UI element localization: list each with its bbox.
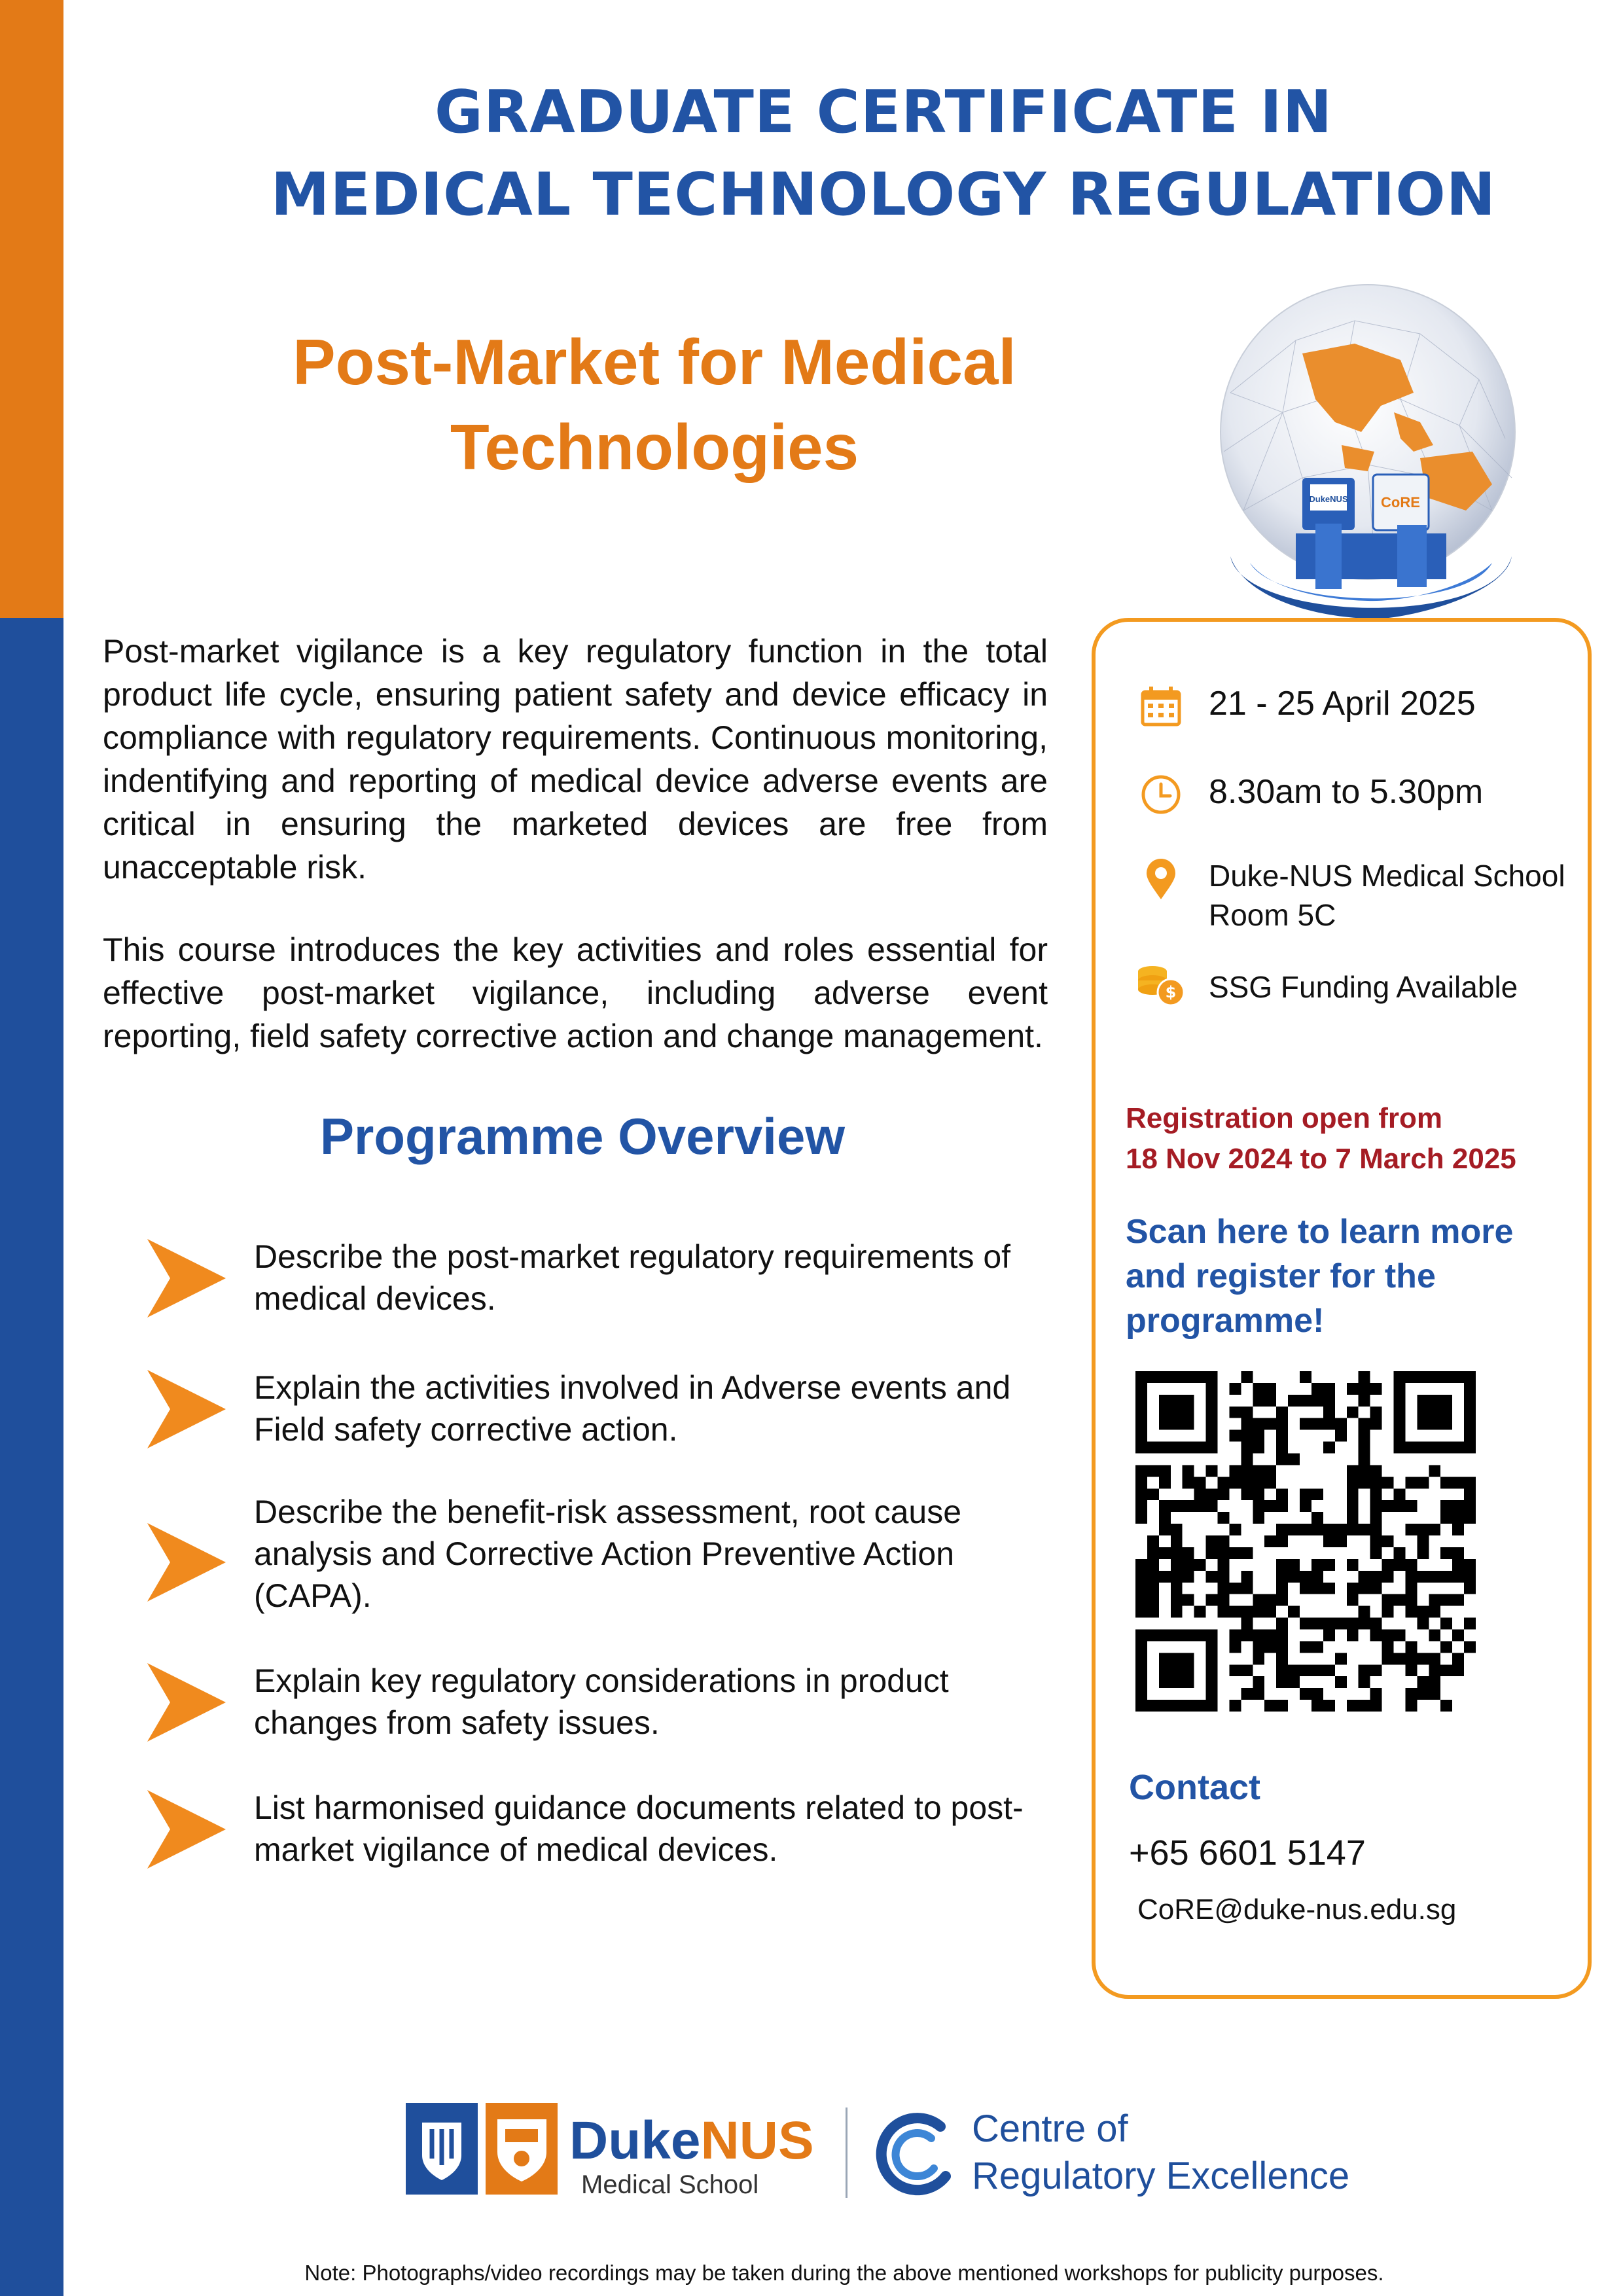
- globe-badge-core: CoRE: [1381, 494, 1420, 511]
- svg-text:$: $: [1165, 983, 1177, 1001]
- dukenus-wordmark-duke: Duke: [569, 2111, 701, 2170]
- registration-line1: Registration open from: [1126, 1102, 1443, 1134]
- left-accent-stripe-orange: [0, 0, 63, 618]
- arrow-right-icon: [144, 1367, 229, 1452]
- clock-icon: [1139, 772, 1183, 817]
- arrow-right-icon: [144, 1236, 229, 1321]
- event-time: 8.30am to 5.30pm: [1209, 773, 1484, 811]
- arrow-right-icon: [144, 1787, 229, 1872]
- overview-item-text: Describe the benefit-risk assessment, root cause analysis and Corrective Action Preventive Action (CAPA).: [254, 1494, 962, 1614]
- coins-icon: [1135, 962, 1188, 1008]
- dukenus-wordmark-nus: NUS: [700, 2111, 814, 2170]
- programme-overview-heading: Programme Overview: [319, 1107, 846, 1165]
- venue-line2: Room 5C: [1209, 898, 1336, 932]
- intro-paragraph-1: Post-market vigilance is a key regulatory function in the total product life cycle, ensuring patient safety and device efficacy in compliance with regulatory requirements. Continuous monitoring, indentifying and reporting of medical device adverse events are critical in ensuring the marketed devices are free from unacceptable risk.: [103, 633, 1048, 886]
- funding-info: SSG Funding Available: [1209, 970, 1518, 1004]
- qr-code[interactable]: [1135, 1371, 1476, 1712]
- calendar-icon: [1139, 684, 1183, 728]
- overview-item-text: Explain the activities involved in Adverse events and Field safety corrective action.: [254, 1369, 1011, 1448]
- overview-item-text: Explain key regulatory considerations in product changes from safety issues.: [254, 1662, 949, 1741]
- contact-email[interactable]: CoRE@duke-nus.edu.sg: [1137, 1893, 1457, 1926]
- page-title-line1: GRADUATE CERTIFICATE IN: [434, 78, 1333, 147]
- overview-item-text: Describe the post-market regulatory requirements of medical devices.: [254, 1238, 1011, 1317]
- arrow-right-icon: [144, 1520, 229, 1605]
- scan-line2: and register for the: [1126, 1257, 1436, 1295]
- registration-period: [1126, 1098, 1584, 1179]
- dukenus-wordmark: [569, 2111, 814, 2170]
- course-title-line2: Technologies: [450, 411, 859, 483]
- publicity-note: Note: Photographs/video recordings may be taken during the above mentioned workshops for publicity purposes.: [304, 2261, 1384, 2285]
- event-date: 21 - 25 April 2025: [1209, 685, 1476, 723]
- logo-divider: [846, 2108, 847, 2198]
- globe-illustration: [1204, 281, 1531, 661]
- scan-line1: Scan here to learn more: [1126, 1213, 1514, 1251]
- core-name-line2: Regulatory Excellence: [972, 2155, 1350, 2197]
- location-pin-icon: [1139, 857, 1183, 902]
- course-title-line1: Post-Market for Medical: [293, 326, 1016, 398]
- page-title-line2: MEDICAL TECHNOLOGY REGULATION: [270, 160, 1497, 229]
- core-logo-icon: [867, 2104, 965, 2202]
- contact-heading: Contact: [1129, 1768, 1260, 1807]
- registration-line2: 18 Nov 2024 to 7 March 2025: [1126, 1143, 1516, 1175]
- dukenus-subtitle: Medical School: [581, 2170, 759, 2199]
- intro-paragraph-2: This course introduces the key activities and roles essential for effective post-market vigilance, including adverse event reporting, field safety corrective action and change management.: [103, 931, 1048, 1054]
- venue-line1: Duke-NUS Medical School: [1209, 859, 1565, 893]
- scan-prompt: [1126, 1210, 1584, 1343]
- globe-badge-dukenus: DukeNUS: [1309, 494, 1348, 504]
- left-accent-stripe-blue: [0, 618, 63, 2296]
- contact-phone[interactable]: +65 6601 5147: [1129, 1833, 1366, 1873]
- scan-line3: programme!: [1126, 1302, 1325, 1340]
- arrow-right-icon: [144, 1660, 229, 1745]
- overview-item-text: List harmonised guidance documents related to post-market vigilance of medical devices.: [254, 1789, 1024, 1868]
- core-name-line1: Centre of: [972, 2108, 1128, 2150]
